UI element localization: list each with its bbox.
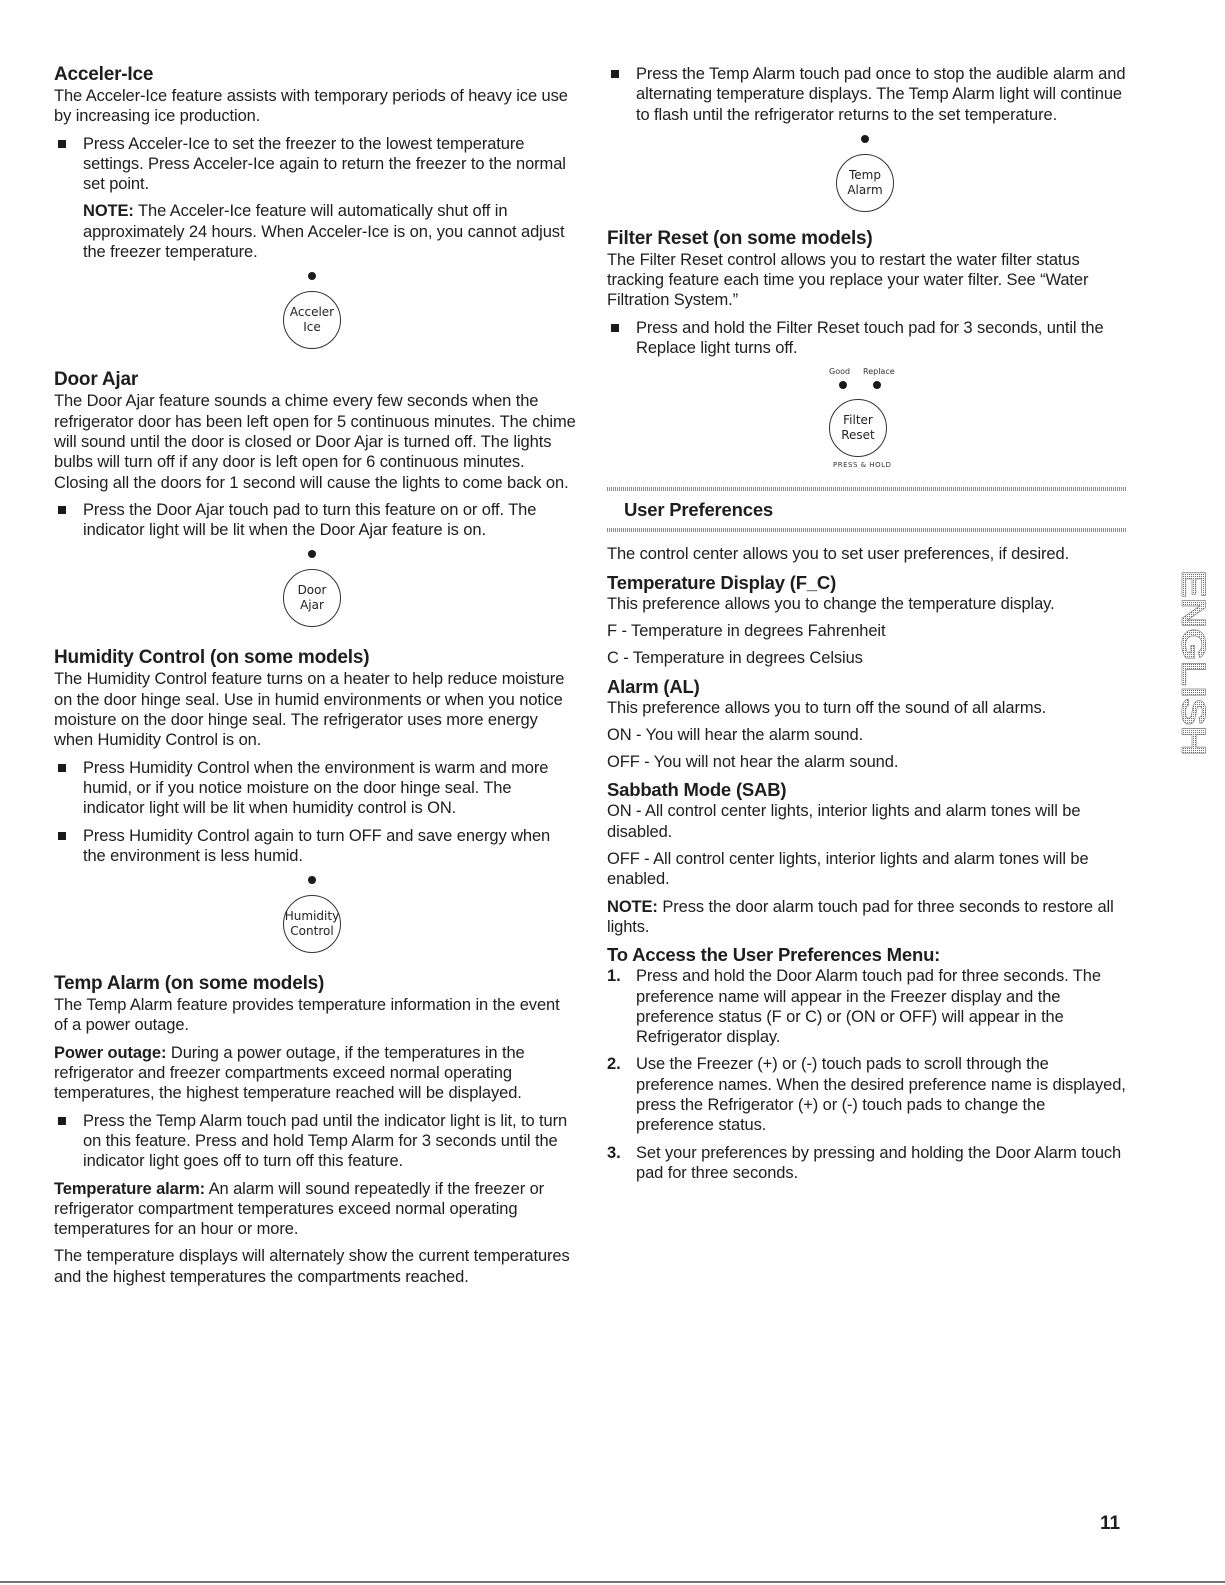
acceler-ice-heading: Acceler-Ice [54, 64, 154, 85]
button-label: Humidity [284, 909, 340, 924]
temp-alarm-button [836, 154, 894, 212]
step-number: 3. [607, 1143, 621, 1162]
door-ajar-button [283, 569, 341, 627]
sabbath-off: OFF - All control center lights, interior lights and alarm tones will be enabled. [607, 850, 1089, 889]
language-label: ENGLISH [1174, 570, 1212, 722]
temp-alarm-intro: The Temp Alarm feature provides temperature information in the event of a power outage. [54, 996, 560, 1035]
door-ajar-intro: The Door Ajar feature sounds a chime every few seconds when the refrigerator door has been left open for 5 continuous minutes. The chime will sound until the door is closed or Door Ajar is turned off. The lights bulbs will turn off if any door is left open for 6 continuous minutes. Closing all the doors for 1 second will cause the lights to come back on. [54, 392, 576, 492]
filter-reset-button-illustration [607, 365, 1127, 487]
button-label: Temp [849, 167, 881, 182]
indicator-light-icon [861, 135, 869, 143]
sabbath-note [607, 897, 1127, 938]
button-label: Reset [841, 428, 875, 443]
humidity-control-button-illustration [54, 873, 576, 973]
acceler-ice-bullet: Press Acceler-Ice to set the freezer to the lowest temperature settings. Press Acceler-Ice again to return the freezer to the normal set point. [54, 134, 576, 195]
temperature-display-text: This preference allows you to change the temperature display. [607, 594, 1055, 613]
temperature-displays-paragraph: The temperature displays will alternately show the current temperatures and the highest temperatures the compartments reached. [54, 1247, 570, 1286]
button-label: Acceler [289, 305, 335, 320]
button-label: Door [297, 583, 327, 598]
temperature-fahrenheit: F - Temperature in degrees Fahrenheit [607, 621, 886, 640]
indicator-light-icon [308, 550, 316, 558]
temp-alarm-button-illustration [607, 132, 1127, 228]
humidity-control-bullet-2: Press Humidity Control again to turn OFF and save energy when the environment is less humid. [54, 826, 576, 867]
button-label: Ajar [300, 598, 324, 613]
note-label: NOTE: [83, 202, 134, 221]
button-label: Alarm [847, 182, 883, 197]
step-text: Use the Freezer (+) or (-) touch pads to scroll through the preference names. When the desired preference name is displayed, press the Refrigerator (+) or (-) touch pads to change the preference status. [636, 1055, 1126, 1135]
humidity-control-button [283, 895, 341, 953]
temp-alarm-bullet: Press the Temp Alarm touch pad until the indicator light is lit, to turn on this feature. Press and hold Temp Alarm for 3 seconds until the indicator light goes off to turn off this feature. [54, 1111, 576, 1172]
door-ajar-button-illustration [54, 547, 576, 647]
humidity-control-bullet-1: Press Humidity Control when the environment is warm and more humid, or if you notice moisture on the door hinge seal. The indicator light will be lit when humidity control is ON. [54, 758, 576, 819]
temp-alarm-stop-bullet: Press the Temp Alarm touch pad once to stop the audible alarm and alternating temperature displays. The Temp Alarm light will continue to flash until the refrigerator returns to the set temperature. [607, 64, 1127, 125]
page-bottom-rule [0, 1581, 1225, 1583]
access-menu-heading: To Access the User Preferences Menu: [607, 944, 941, 966]
step-text: Set your preferences by pressing and holding the Door Alarm touch pad for three seconds. [636, 1143, 1122, 1182]
sabbath-mode-heading: Sabbath Mode (SAB) [607, 779, 787, 801]
power-outage-text: During a power outage, if the temperatures in the refrigerator and freezer compartments exceed normal operating temperatures, the highest temperature reached will be displayed. [54, 1043, 525, 1103]
acceler-ice-note [54, 201, 576, 262]
filter-reset-heading: Filter Reset (on some models) [607, 227, 873, 249]
filter-reset-intro: The Filter Reset control allows you to restart the water filter status tracking feature each time you replace your water filter. See “Water Filtration System.” [607, 250, 1089, 310]
note-label: NOTE: [607, 897, 658, 916]
note-text: Press the door alarm touch pad for three seconds to restore all lights. [607, 897, 1114, 936]
temperature-display-heading: Temperature Display (F_C) [607, 571, 837, 593]
alarm-heading: Alarm (AL) [607, 675, 700, 697]
replace-label: Replace [863, 367, 895, 377]
good-label: Good [829, 367, 851, 377]
section-divider-bottom [607, 528, 1127, 532]
right-column [607, 64, 1127, 1190]
step-number: 1. [607, 967, 621, 986]
good-indicator-icon [839, 381, 847, 389]
step-item [607, 966, 1127, 1047]
alarm-on: ON - You will hear the alarm sound. [607, 725, 864, 744]
filter-reset-button [829, 399, 887, 457]
language-tab [1152, 568, 1212, 758]
alarm-text: This preference allows you to turn off the sound of all alarms. [607, 698, 1047, 717]
humidity-control-intro: The Humidity Control feature turns on a heater to help reduce moisture on the door hinge seal. Use in humid environments or when you notice moisture on the door hinge seal. The refrigerator uses more energy when Humidity Control is on. [54, 670, 565, 750]
press-and-hold-label: PRESS & HOLD [833, 461, 892, 470]
humidity-control-heading: Humidity Control (on some models) [54, 647, 370, 669]
acceler-ice-button [283, 291, 341, 349]
door-ajar-heading: Door Ajar [54, 369, 139, 391]
indicator-light-icon [308, 272, 316, 280]
replace-indicator-icon [873, 381, 881, 389]
button-label: Ice [303, 320, 321, 335]
user-preferences-heading: User Preferences [624, 499, 774, 521]
temperature-alarm-paragraph [54, 1179, 576, 1240]
user-preferences-intro: The control center allows you to set user preferences, if desired. [607, 545, 1070, 564]
power-outage-label: Power outage: [54, 1043, 167, 1062]
button-label: Filter [843, 413, 873, 428]
step-item [607, 1143, 1127, 1184]
indicator-light-icon [308, 876, 316, 884]
filter-reset-bullet: Press and hold the Filter Reset touch pad for 3 seconds, until the Replace light turns off. [607, 318, 1127, 359]
temp-alarm-heading: Temp Alarm (on some models) [54, 973, 325, 995]
step-item [607, 1054, 1127, 1135]
page-number: 11 [1100, 1513, 1121, 1534]
note-text: The Acceler-Ice feature will automatically shut off in approximately 24 hours. When Acceler-Ice is on, you cannot adjust the freezer temperature. [83, 202, 565, 262]
temperature-celsius: C - Temperature in degrees Celsius [607, 649, 863, 668]
acceler-ice-button-illustration [54, 269, 576, 369]
acceler-ice-intro: The Acceler-Ice feature assists with temporary periods of heavy ice use by increasing ice production. [54, 87, 568, 126]
left-column [54, 64, 576, 1294]
temperature-alarm-text: An alarm will sound repeatedly if the freezer or refrigerator compartment temperatures exceed normal operating temperatures for an hour or more. [54, 1179, 545, 1239]
step-number: 2. [607, 1055, 621, 1074]
button-label: Control [290, 924, 334, 939]
step-text: Press and hold the Door Alarm touch pad for three seconds. The preference name will appear in the Freezer display and the preference status (F or C) or (ON or OFF) will appear in the Refrigerator display. [636, 967, 1101, 1047]
temperature-alarm-label: Temperature alarm: [54, 1179, 206, 1198]
door-ajar-bullet: Press the Door Ajar touch pad to turn this feature on or off. The indicator light will be lit when the Door Ajar feature is on. [54, 500, 576, 541]
alarm-off: OFF - You will not hear the alarm sound. [607, 753, 899, 772]
sabbath-on: ON - All control center lights, interior lights and alarm tones will be disabled. [607, 802, 1081, 841]
power-outage-paragraph [54, 1043, 576, 1104]
